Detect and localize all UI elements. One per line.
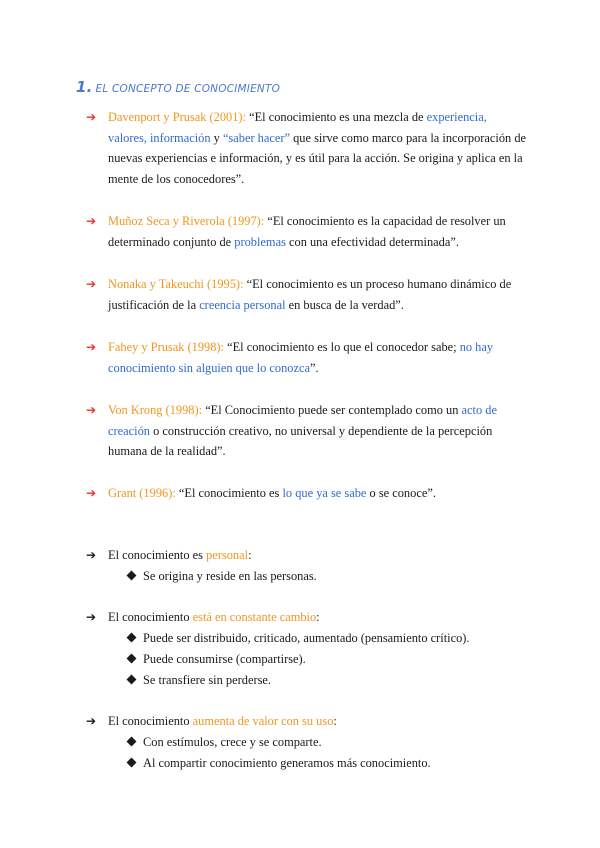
list-item: Puede consumirse (compartirse). bbox=[128, 649, 526, 670]
diamond-bullet-icon bbox=[127, 674, 137, 684]
arrow-right-icon: ➔ bbox=[86, 714, 97, 728]
definition-item: ➔ Davenport y Prusak (2001): “El conocimiento es una mezcla de experiencia, valores, información y “saber hacer” que sirve como marco para la incorporación de nuevas experiencias e información, y es útil para la acción. Se origina y aplica en la mente de los conocedores”. bbox=[86, 107, 526, 189]
definition-author: Nonaka y Takeuchi (1995) bbox=[108, 277, 241, 291]
property-item: ➔ El conocimiento está en constante cambio: Puede ser distribuido, criticado, aumentado (pensamiento crítico). Puede consumirse (compartirse). Se transfiere sin perderse. bbox=[86, 607, 526, 691]
list-item: Puede ser distribuido, criticado, aumentado (pensamiento crítico). bbox=[128, 628, 526, 649]
list-item: Se origina y reside en las personas. bbox=[128, 566, 526, 587]
arrow-right-icon: ➔ bbox=[86, 214, 97, 228]
arrow-right-icon: ➔ bbox=[86, 403, 97, 417]
property-highlight: personal bbox=[206, 548, 249, 562]
property-highlight: está en constante cambio bbox=[192, 610, 317, 624]
property-item: ➔ El conocimiento aumenta de valor con su uso: Con estímulos, crece y se comparte. Al compartir conocimiento generamos más conocimiento. bbox=[86, 711, 526, 774]
arrow-right-icon: ➔ bbox=[86, 548, 97, 562]
arrow-right-icon: ➔ bbox=[86, 110, 97, 124]
definition-item: ➔ Muñoz Seca y Riverola (1997): “El conocimiento es la capacidad de resolver un determinado conjunto de problemas con una efectividad determinada”. bbox=[86, 211, 526, 252]
definition-item: ➔ Von Krong (1998): “El Conocimiento puede ser contemplado como un acto de creación o construcción creativo, no universal y dependiente de la percepción humana de la realidad”. bbox=[86, 400, 526, 462]
list-item: Al compartir conocimiento generamos más conocimiento. bbox=[128, 753, 526, 774]
section-number: 1. bbox=[76, 78, 93, 96]
definition-item: ➔ Grant (1996): “El conocimiento es lo que ya se sabe o se conoce”. bbox=[86, 483, 526, 504]
arrow-right-icon: ➔ bbox=[86, 340, 97, 354]
definition-author: Von Krong (1998) bbox=[108, 403, 199, 417]
definition-author: Davenport y Prusak (2001) bbox=[108, 110, 243, 124]
diamond-bullet-icon bbox=[127, 757, 137, 767]
diamond-bullet-icon bbox=[127, 570, 137, 580]
definition-item: ➔ Nonaka y Takeuchi (1995): “El conocimiento es un proceso humano dinámico de justificación de la creencia personal en busca de la verdad”. bbox=[86, 274, 526, 315]
property-highlight: aumenta de valor con su uso bbox=[192, 714, 334, 728]
diamond-bullet-icon bbox=[127, 736, 137, 746]
property-item: ➔ El conocimiento es personal: Se origina y reside en las personas. bbox=[86, 545, 526, 587]
arrow-right-icon: ➔ bbox=[86, 610, 97, 624]
diamond-bullet-icon bbox=[127, 653, 137, 663]
list-item: Con estímulos, crece y se comparte. bbox=[128, 732, 526, 753]
definition-item: ➔ Fahey y Prusak (1998): “El conocimiento es lo que el conocedor sabe; no hay conocimiento sin alguien que lo conozca”. bbox=[86, 337, 526, 378]
diamond-bullet-icon bbox=[127, 632, 137, 642]
definition-author: Grant (1996) bbox=[108, 486, 173, 500]
arrow-right-icon: ➔ bbox=[86, 486, 97, 500]
section-heading bbox=[76, 78, 280, 96]
definition-author: Fahey y Prusak (1998) bbox=[108, 340, 221, 354]
arrow-right-icon: ➔ bbox=[86, 277, 97, 291]
section-title: EL CONCEPTO DE CONOCIMIENTO bbox=[95, 83, 281, 95]
definition-author: Muñoz Seca y Riverola (1997) bbox=[108, 214, 261, 228]
list-item: Se transfiere sin perderse. bbox=[128, 670, 526, 691]
